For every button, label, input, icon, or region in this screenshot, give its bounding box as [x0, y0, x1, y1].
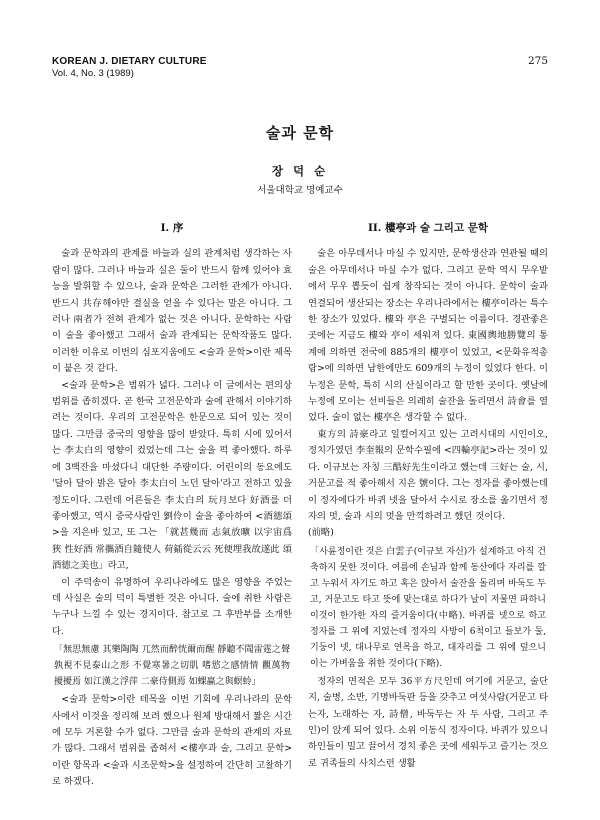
paragraph: 술과 문학과의 관계를 바늘과 실의 관계처럼 생각하는 사람이 많다. 그러나 바늘과 실은 둘이 반드시 함께 있어야 효능을 발휘할 수 있으나, 술과 문학은 그러한 관계가 아니다. 반드시 共存해야만 결실을 얻을 수 있다는 말은 아니다. 그러나 兩者가 전혀 관계가 없는 것은 아니다. 문학하는 사람이 술을 좋아했고 그래서 술과 관계되는 문학작품도 많다. 이러한 이유로 이번의 심포지움에도 <술과 문학>이란 제목이 붙은 것 같다.: [52, 248, 292, 375]
omission-marker: (前略): [308, 527, 334, 539]
paragraph: 東方의 詩豪라고 일컬어지고 있는 고려시대의 시인이오, 정치가였던 李奎報의 문학수필에 <四輪亭記>라는 것이 있다. 이규보는 자칭 三酷好先生이라고 했는데 三好는 술, 시, 거문고를 적 좋아해서 지은 號이다. 그는 정자를 좋아했는데 이 정자에다가 바퀴 넷을 달아서 수시로 장소를 옮기면서 정자의 멋, 술과 시의 멋을 만끽하려고 했던 것이다.: [308, 428, 548, 522]
section-heading-pavilion: II. 樓亭과 술 그리고 문학: [367, 222, 489, 234]
author-affiliation: 서울대학교 명예교수: [257, 185, 343, 196]
page-number: 275: [527, 55, 548, 67]
paragraph: <술과 문학>은 범위가 넓다. 그러나 이 글에서는 편의상 범위를 좁히겠다. 곧 한국 고전문학과 술에 관해서 이야기하려는 것이다. 우리의 고전문학은 한문으로 되어 있는 것이 많다. 그만큼 중국의 영향을 많이 받았다. 특히 시에 있어서는 李太白의 영향이 컸었는데 그는 술을 퍽 좋아했다. 하루에 3백잔을 마셨다니 대단한 주량이다. 어린이의 동요에도 '달아 달아 밝은 달아 李太白이 노던 달아'라고 전하고 있을 정도이다. 그런데 어른들은 李太白의 玩月보다 好酒를 더 좋아했고, 역시 중국사람인 劉伶이 술을 좋아하여 <酒德頌>을 지은바 있고, 또 그는 「就甚幾而 志氣放曠 以宇宙爲狹 性好酒 常攜酒自隨使人 荷鍤從云云 死便埋我故遂此 頌酒德之美也」라고,: [52, 379, 292, 572]
journal-name: KOREAN J. DIETARY CULTURE: [52, 56, 207, 67]
author-name: 장 덕 순: [271, 164, 329, 178]
running-header: [52, 56, 548, 79]
quote-text: 「사륜정이란 것은 白雲子(이규보 자신)가 설계하고 아직 건축하지 못한 것이다. 여름에 손님과 함께 동산에다 자리를 깔고 누워서 자기도 하고 혹은 앉아서 술잔을 돌리며 바둑도 두고, 거문고도 타고 뜻에 맞는대로 하다가 날이 저물면 파하니 이것이 한가한 자의 즐거움이다(中略). 바퀴를 넷으로 하고 정자를 그 위에 지었는데 정자의 사방이 6척이고 들보가 둘, 기둥이 넷, 대나무로 연목을 하고, 대자리를 그 위에 덮으니 이는 가벼움을 취한 것이다(下略).: [310, 546, 546, 669]
block-quote: [308, 544, 548, 672]
paragraph: 술은 아무데서나 마실 수 있지만, 문학생산과 연관될 때의 술은 아무데서나 마실 수가 없다. 그리고 문학 역시 무우밭에서 무우 뽑듯이 쉽게 창작되는 것이 아니다. 문학이 술과 연결되어 생산되는 장소는 우리나라에서는 樓亭이라는 특수한 장소가 있었다. 樓와 亭은 구별되는 이름이다. 경관좋은 곳에는 지금도 樓와 亭이 세워져 있다. 東國輿地勝覽의 통계에 의하면 전국에 885개의 樓亭이 있었고, <문화유적총람>에 의하면 남한에만도 609개의 누정이 있었다 한다. 이 누정은 문학, 특히 시의 산실이라고 할 만한 곳이다. 옛날에 누정에 모이는 선비들은 의례히 술잔을 돌리면서 詩會를 열었다. 술이 없는 樓亭은 생각할 수 없다.: [308, 248, 548, 424]
article-title: 술과 문학: [265, 124, 335, 142]
section-heading-intro: I. 序: [160, 222, 184, 234]
paragraph: <술과 문학>이란 테목을 이번 기회에 우리나라의 문학사에서 이것을 정리해 보려 했으나 원체 방대해서 짧은 시간에 모두 거론할 수가 없다. 그만큼 술과 문학의 관계의 자료가 많다. 그래서 범위를 좁혀서 <樓亭과 술, 그리고 문학>이란 항목과 <술과 시조문학>을 설정하여 간단히 고찰하기로 하겠다.: [52, 694, 292, 788]
right-column: [308, 220, 548, 772]
paragraph: 정자의 면적은 모두 36平方尺인데 여기에 거문고, 술단지, 술병, 소반, 기명바둑판 등을 갖추고 여섯사람(거문고 타는자, 노래하는 자, 詩僧, 바둑두는 자 두 사람, 그리고 주인)이 앉게 되어 있다. 소위 이동식 정자이다. 바퀴가 있으니 하인들이 밀고 끌어서 경치 좋은 곳에 세워두고 즐기는 것으로 귀족들의 사치스런 생활: [308, 675, 548, 769]
quote-text: 「無思無慮 其樂陶陶 兀然而醉恍爾而醒 靜聽不聞雷霆之聲 孰視不見泰山之形 不覺寒暑之切肌 嗜慾之感情情 觀萬物 擾擾焉 如江漢之浮萍 二豪侍側焉 如蜾蠃之與螟蛉」: [54, 645, 290, 688]
paragraph: 이 주덕송이 유명하여 우리나라에도 많은 영향을 주었는데 사실은 술의 덕이 특별한 것은 아니다. 술에 취한 사람은 누구나 느낄 수 있는 경지이다. 참고로 그 후반부를 소개한다.: [52, 576, 292, 637]
volume-info: Vol. 4, No. 3 (1989): [52, 68, 134, 79]
block-quote: [52, 642, 292, 690]
left-column: [52, 220, 292, 791]
